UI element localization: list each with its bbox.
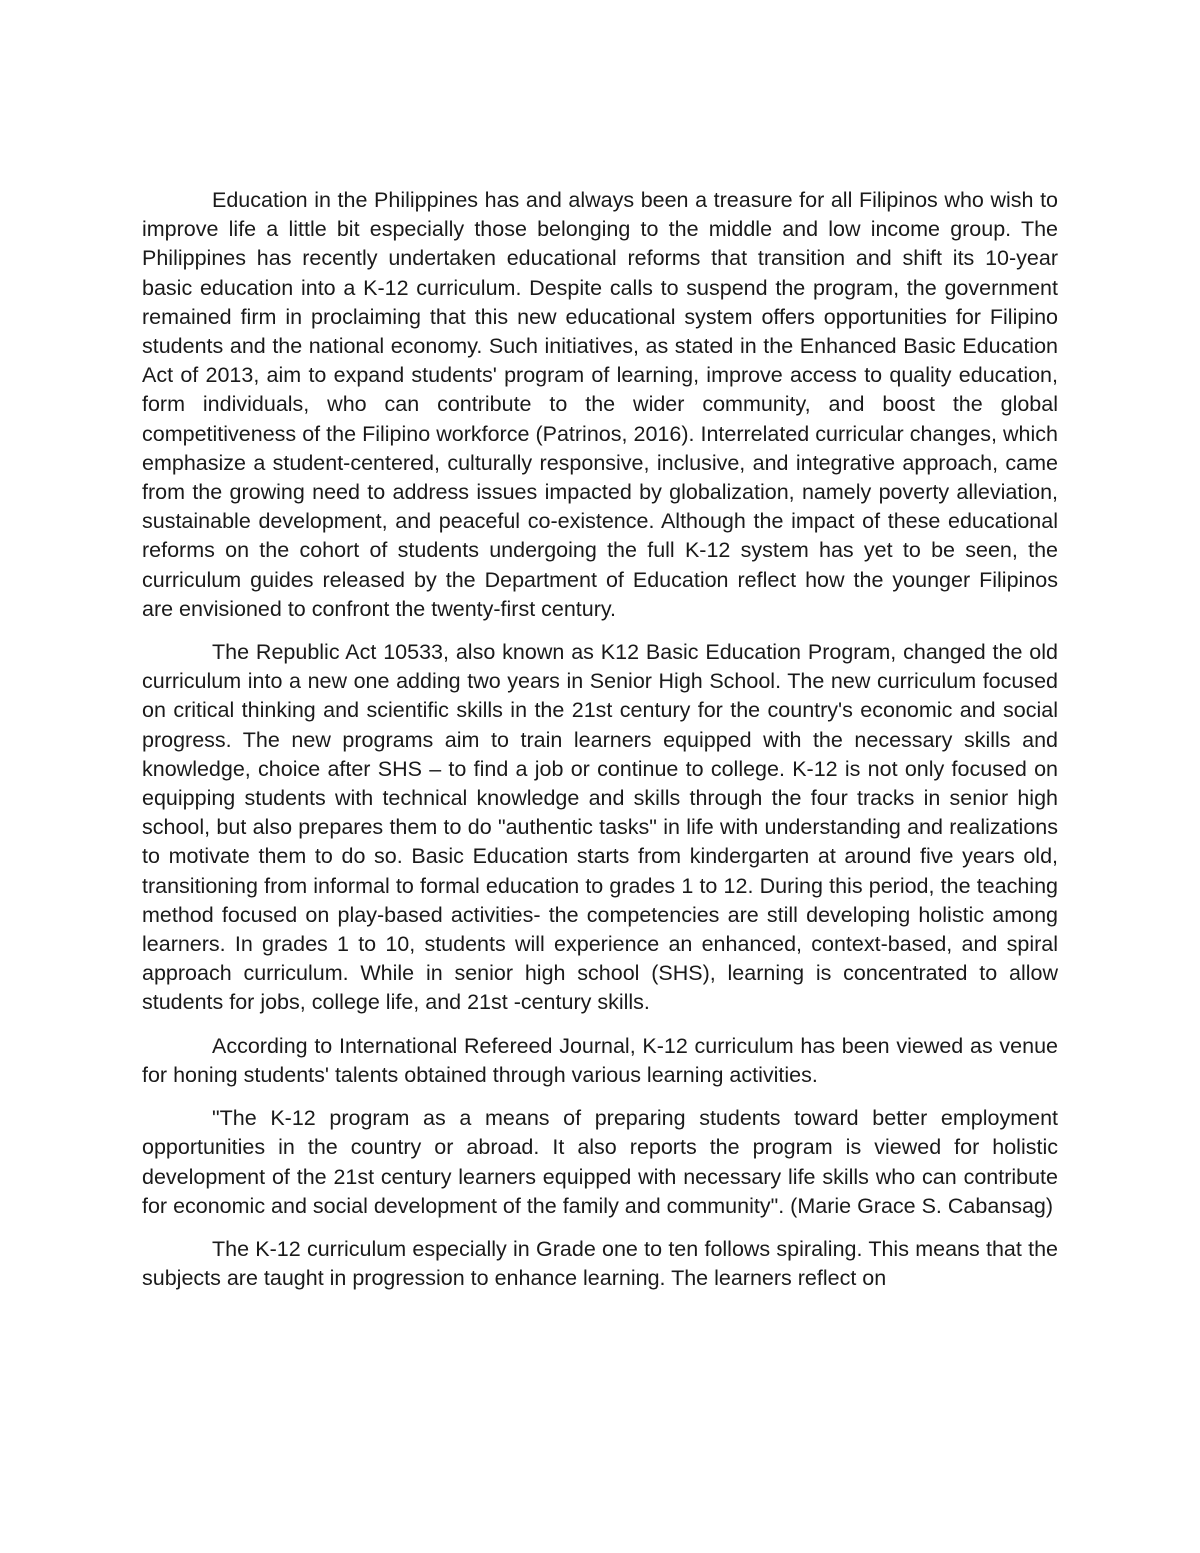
paragraph-republic-act: The Republic Act 10533, also known as K12 Basic Education Program, changed the old curriculum into a new one adding two years in Senior High School. The new curriculum focused on critical thinking and scientific skills in the 21st century for the country's economic and social progress. The new programs aim to train learners equipped with the necessary skills and knowledge, choice after SHS – to find a job or continue to college. K-12 is not only focused on equipping students with technical knowledge and skills through the four tracks in senior high school, but also prepares them to do "authentic tasks" in life with understanding and realizations to motivate them to do so. Basic Education starts from kindergarten at around five years old, transitioning from informal to formal education to grades 1 to 12. During this period, the teaching method focused on play-based activities- the competencies are still developing holistic among learners. In grades 1 to 10, students will experience an enhanced, context-based, and spiral approach curriculum. While in senior high school (SHS), learning is concentrated to allow students for jobs, college life, and 21st -century skills.	[142, 640, 1058, 1015]
document-page	[142, 186, 1058, 1293]
paragraph-international-journal: According to International Refereed Journal, K-12 curriculum has been viewed as venue for honing students' talents obtained through various learning activities.	[142, 1033, 1058, 1087]
paragraph-education-philippines: Education in the Philippines has and always been a treasure for all Filipinos who wish to improve life a little bit especially those belonging to the middle and low income group. The Philippines has recently undertaken educational reforms that transition and shift its 10-year basic education into a K-12 curriculum. Despite calls to suspend the program, the government remained firm in proclaiming that this new educational system offers opportunities for Filipino students and the national economy. Such initiatives, as stated in the Enhanced Basic Education Act of 2013, aim to expand students' program of learning, improve access to quality education, form individuals, who can contribute to the wider community, and boost the global competitiveness of the Filipino workforce (Patrinos, 2016). Interrelated curricular changes, which emphasize a student-centered, culturally responsive, inclusive, and integrative approach, came from the growing need to address issues impacted by globalization, namely poverty alleviation, sustainable development, and peaceful co-existence. Although the impact of these educational reforms on the cohort of students undergoing the full K-12 system has yet to be seen, the curriculum guides released by the Department of Education reflect how the younger Filipinos are envisioned to confront the twenty-first century.	[142, 188, 1058, 621]
paragraph-spiraling: The K-12 curriculum especially in Grade one to ten follows spiraling. This means that the subjects are taught in progression to enhance learning. The learners reflect on	[142, 1236, 1058, 1291]
paragraph-quotation: "The K-12 program as a means of preparing students toward better employment opportunities in the country or abroad. It also reports the program is viewed for holistic development of the 21st century learners equipped with necessary life skills who can contribute for economic and social development of the family and community". (Marie Grace S. Cabansag)	[142, 1106, 1058, 1218]
